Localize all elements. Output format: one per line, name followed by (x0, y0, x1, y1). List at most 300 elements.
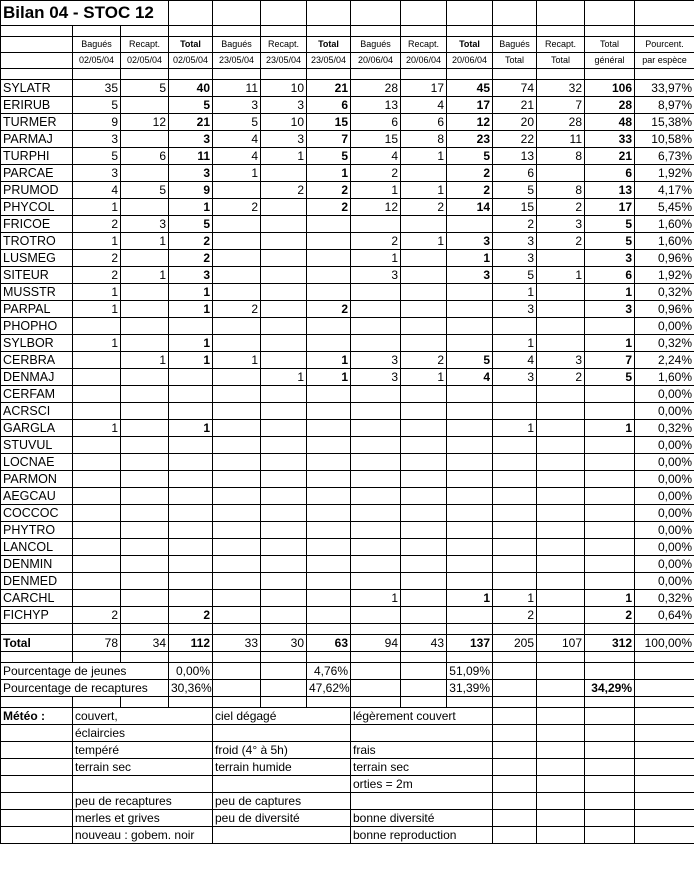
species-value[interactable] (73, 488, 121, 505)
species-value[interactable] (121, 165, 169, 182)
empty-cell[interactable] (635, 624, 694, 635)
empty-cell[interactable] (1, 827, 73, 844)
species-code[interactable]: MUSSTR (1, 284, 73, 301)
species-code[interactable]: PHYCOL (1, 199, 73, 216)
species-value[interactable] (121, 539, 169, 556)
empty-cell[interactable] (73, 652, 121, 663)
empty-cell[interactable] (493, 680, 537, 697)
species-value[interactable] (401, 488, 447, 505)
species-value[interactable] (537, 335, 585, 352)
species-value[interactable]: 0,00% (635, 556, 694, 573)
species-value[interactable]: 0,32% (635, 590, 694, 607)
species-code[interactable]: DENMIN (1, 556, 73, 573)
species-value[interactable]: 20 (493, 114, 537, 131)
species-value[interactable] (121, 590, 169, 607)
species-value[interactable]: 1 (493, 284, 537, 301)
species-code[interactable]: SYLATR (1, 80, 73, 97)
column-header[interactable]: Bagués (213, 37, 261, 53)
species-value[interactable] (537, 386, 585, 403)
species-value[interactable]: 13 (493, 148, 537, 165)
empty-cell[interactable] (307, 1, 351, 26)
empty-cell[interactable] (1, 776, 73, 793)
species-value[interactable] (261, 165, 307, 182)
species-value[interactable] (351, 539, 401, 556)
species-value[interactable]: 0,96% (635, 301, 694, 318)
species-value[interactable]: 21 (585, 148, 635, 165)
species-value[interactable] (121, 199, 169, 216)
species-value[interactable]: 1 (213, 165, 261, 182)
species-value[interactable]: 0,00% (635, 386, 694, 403)
species-value[interactable]: 3 (121, 216, 169, 233)
species-value[interactable]: 48 (585, 114, 635, 131)
species-value[interactable] (493, 471, 537, 488)
empty-cell[interactable] (351, 680, 401, 697)
species-value[interactable]: 0,00% (635, 522, 694, 539)
species-value[interactable]: 1 (73, 420, 121, 437)
species-value[interactable] (307, 420, 351, 437)
species-value[interactable]: 28 (585, 97, 635, 114)
species-value[interactable] (73, 454, 121, 471)
empty-cell[interactable] (635, 69, 694, 80)
species-value[interactable]: 17 (447, 97, 493, 114)
species-value[interactable] (307, 590, 351, 607)
species-code[interactable]: PARPAL (1, 301, 73, 318)
species-value[interactable] (537, 471, 585, 488)
species-value[interactable] (585, 471, 635, 488)
species-value[interactable]: 23 (447, 131, 493, 148)
species-value[interactable]: 2 (401, 352, 447, 369)
species-value[interactable]: 7 (537, 97, 585, 114)
species-value[interactable]: 9 (169, 182, 213, 199)
species-value[interactable] (307, 284, 351, 301)
species-value[interactable]: 1 (73, 301, 121, 318)
species-value[interactable] (213, 471, 261, 488)
species-code[interactable]: GARGLA (1, 420, 73, 437)
species-value[interactable]: 21 (169, 114, 213, 131)
empty-cell[interactable] (213, 652, 261, 663)
empty-cell[interactable] (537, 69, 585, 80)
empty-cell[interactable] (493, 697, 537, 708)
column-header[interactable] (1, 37, 73, 53)
species-value[interactable]: 28 (537, 114, 585, 131)
species-value[interactable] (73, 471, 121, 488)
species-value[interactable] (585, 437, 635, 454)
pct-recap-label[interactable]: Pourcentage de recaptures (1, 680, 169, 697)
sheet-title[interactable]: Bilan 04 - STOC 12 (1, 1, 169, 26)
species-value[interactable] (121, 369, 169, 386)
empty-cell[interactable] (213, 26, 261, 37)
empty-cell[interactable] (213, 69, 261, 80)
column-header[interactable]: Total (537, 53, 585, 69)
meteo-note[interactable] (213, 827, 351, 844)
empty-cell[interactable] (635, 26, 694, 37)
species-value[interactable]: 4 (213, 148, 261, 165)
species-value[interactable]: 3 (261, 97, 307, 114)
empty-cell[interactable] (121, 652, 169, 663)
species-value[interactable] (351, 335, 401, 352)
empty-cell[interactable] (585, 652, 635, 663)
species-value[interactable] (447, 471, 493, 488)
species-value[interactable]: 2 (493, 607, 537, 624)
species-value[interactable]: 0,64% (635, 607, 694, 624)
empty-cell[interactable] (401, 680, 447, 697)
species-value[interactable] (351, 420, 401, 437)
species-value[interactable] (213, 318, 261, 335)
empty-cell[interactable] (635, 810, 694, 827)
empty-cell[interactable] (401, 652, 447, 663)
species-value[interactable]: 0,00% (635, 454, 694, 471)
species-value[interactable] (537, 522, 585, 539)
species-value[interactable] (307, 539, 351, 556)
species-value[interactable] (401, 471, 447, 488)
species-value[interactable] (447, 522, 493, 539)
empty-cell[interactable] (585, 26, 635, 37)
species-code[interactable]: LANCOL (1, 539, 73, 556)
species-value[interactable] (213, 539, 261, 556)
empty-cell[interactable] (401, 69, 447, 80)
pct-value[interactable]: 34,29% (585, 680, 635, 697)
species-value[interactable] (261, 505, 307, 522)
empty-cell[interactable] (585, 69, 635, 80)
species-value[interactable] (537, 318, 585, 335)
pct-jeunes-label[interactable]: Pourcentage de jeunes (1, 663, 169, 680)
pct-value[interactable]: 0,00% (169, 663, 213, 680)
meteo-note[interactable]: bonne diversité (351, 810, 493, 827)
species-value[interactable] (447, 539, 493, 556)
species-value[interactable] (401, 250, 447, 267)
empty-cell[interactable] (447, 69, 493, 80)
species-value[interactable]: 1 (401, 148, 447, 165)
species-value[interactable]: 4 (447, 369, 493, 386)
pct-value[interactable]: 30,36% (169, 680, 213, 697)
species-value[interactable] (261, 199, 307, 216)
species-value[interactable] (73, 505, 121, 522)
species-value[interactable]: 6 (307, 97, 351, 114)
meteo-note[interactable]: peu de diversité (213, 810, 351, 827)
species-value[interactable] (261, 420, 307, 437)
species-value[interactable] (73, 437, 121, 454)
species-value[interactable] (351, 318, 401, 335)
species-value[interactable]: 21 (493, 97, 537, 114)
species-value[interactable]: 3 (493, 233, 537, 250)
empty-cell[interactable] (585, 742, 635, 759)
empty-cell[interactable] (585, 708, 635, 725)
total-value[interactable]: 63 (307, 635, 351, 652)
species-value[interactable] (261, 386, 307, 403)
empty-cell[interactable] (537, 810, 585, 827)
species-value[interactable]: 3 (73, 165, 121, 182)
species-value[interactable]: 3 (493, 301, 537, 318)
species-value[interactable] (401, 607, 447, 624)
species-value[interactable]: 17 (401, 80, 447, 97)
species-value[interactable] (585, 522, 635, 539)
species-value[interactable]: 28 (351, 80, 401, 97)
species-value[interactable] (73, 352, 121, 369)
empty-cell[interactable] (351, 69, 401, 80)
species-value[interactable]: 5 (447, 352, 493, 369)
meteo-note[interactable]: terrain sec (73, 759, 213, 776)
empty-cell[interactable] (261, 680, 307, 697)
empty-cell[interactable] (351, 663, 401, 680)
species-value[interactable] (351, 454, 401, 471)
species-value[interactable]: 1 (121, 267, 169, 284)
empty-cell[interactable] (121, 26, 169, 37)
empty-cell[interactable] (493, 776, 537, 793)
empty-cell[interactable] (635, 1, 694, 26)
species-value[interactable]: 1 (121, 233, 169, 250)
empty-cell[interactable] (261, 1, 307, 26)
species-value[interactable] (261, 539, 307, 556)
species-value[interactable] (447, 505, 493, 522)
species-value[interactable] (537, 539, 585, 556)
empty-cell[interactable] (169, 1, 213, 26)
empty-cell[interactable] (585, 663, 635, 680)
species-value[interactable]: 0,32% (635, 284, 694, 301)
species-value[interactable] (261, 335, 307, 352)
species-value[interactable] (447, 556, 493, 573)
empty-cell[interactable] (585, 810, 635, 827)
column-header[interactable]: Recapt. (401, 37, 447, 53)
empty-cell[interactable] (537, 708, 585, 725)
species-value[interactable] (401, 403, 447, 420)
species-value[interactable] (493, 556, 537, 573)
species-value[interactable]: 2 (213, 199, 261, 216)
species-code[interactable]: LUSMEG (1, 250, 73, 267)
species-value[interactable]: 1 (447, 250, 493, 267)
empty-cell[interactable] (635, 680, 694, 697)
empty-cell[interactable] (213, 1, 261, 26)
species-value[interactable] (537, 420, 585, 437)
species-value[interactable] (537, 607, 585, 624)
species-value[interactable]: 1 (351, 182, 401, 199)
column-header[interactable]: 02/05/04 (169, 53, 213, 69)
species-value[interactable] (169, 505, 213, 522)
species-value[interactable] (401, 420, 447, 437)
pct-value[interactable]: 47,62% (307, 680, 351, 697)
species-code[interactable]: PARMAJ (1, 131, 73, 148)
species-value[interactable]: 10 (261, 114, 307, 131)
empty-cell[interactable] (537, 742, 585, 759)
species-value[interactable]: 5 (169, 97, 213, 114)
species-value[interactable] (493, 437, 537, 454)
species-value[interactable]: 6 (585, 165, 635, 182)
species-value[interactable]: 5 (121, 80, 169, 97)
species-value[interactable]: 1 (493, 335, 537, 352)
species-value[interactable] (121, 573, 169, 590)
species-value[interactable]: 3 (213, 97, 261, 114)
species-value[interactable]: 2 (73, 250, 121, 267)
total-value[interactable]: 137 (447, 635, 493, 652)
species-value[interactable] (213, 386, 261, 403)
species-value[interactable]: 3 (73, 131, 121, 148)
species-value[interactable] (261, 403, 307, 420)
species-value[interactable] (447, 437, 493, 454)
species-code[interactable]: TURPHI (1, 148, 73, 165)
empty-cell[interactable] (169, 652, 213, 663)
species-value[interactable]: 2 (213, 301, 261, 318)
empty-cell[interactable] (537, 776, 585, 793)
empty-cell[interactable] (1, 725, 73, 742)
column-header[interactable]: Bagués (73, 37, 121, 53)
species-value[interactable]: 1,92% (635, 267, 694, 284)
species-value[interactable] (351, 505, 401, 522)
empty-cell[interactable] (635, 793, 694, 810)
species-value[interactable]: 6,73% (635, 148, 694, 165)
species-value[interactable]: 1 (401, 369, 447, 386)
species-code[interactable]: STUVUL (1, 437, 73, 454)
empty-cell[interactable] (493, 1, 537, 26)
species-value[interactable] (401, 505, 447, 522)
empty-cell[interactable] (351, 697, 401, 708)
empty-cell[interactable] (493, 759, 537, 776)
species-value[interactable] (447, 488, 493, 505)
species-code[interactable]: PHYTRO (1, 522, 73, 539)
species-value[interactable] (447, 301, 493, 318)
species-value[interactable]: 2 (73, 216, 121, 233)
meteo-note[interactable]: froid (4° à 5h) (213, 742, 351, 759)
empty-cell[interactable] (585, 697, 635, 708)
species-value[interactable]: 1 (169, 335, 213, 352)
total-value[interactable]: 78 (73, 635, 121, 652)
column-header[interactable]: Pourcent. (635, 37, 694, 53)
species-value[interactable] (73, 369, 121, 386)
species-code[interactable]: PRUMOD (1, 182, 73, 199)
species-value[interactable]: 4 (351, 148, 401, 165)
species-value[interactable] (261, 318, 307, 335)
species-value[interactable]: 1 (213, 352, 261, 369)
column-header[interactable]: par espèce (635, 53, 694, 69)
total-value[interactable]: 107 (537, 635, 585, 652)
species-value[interactable] (585, 403, 635, 420)
species-value[interactable] (213, 590, 261, 607)
species-value[interactable] (307, 505, 351, 522)
species-value[interactable] (121, 607, 169, 624)
species-value[interactable]: 2 (169, 233, 213, 250)
species-value[interactable]: 2 (169, 250, 213, 267)
species-value[interactable]: 0,00% (635, 318, 694, 335)
species-value[interactable]: 3 (261, 131, 307, 148)
species-value[interactable] (213, 573, 261, 590)
empty-cell[interactable] (493, 810, 537, 827)
species-value[interactable]: 0,96% (635, 250, 694, 267)
empty-cell[interactable] (121, 69, 169, 80)
total-value[interactable]: 34 (121, 635, 169, 652)
species-value[interactable] (261, 488, 307, 505)
species-value[interactable]: 13 (585, 182, 635, 199)
species-code[interactable]: FICHYP (1, 607, 73, 624)
species-code[interactable]: CERFAM (1, 386, 73, 403)
meteo-note[interactable]: couvert, (73, 708, 213, 725)
species-value[interactable]: 1 (121, 352, 169, 369)
meteo-note[interactable] (213, 776, 351, 793)
species-value[interactable] (351, 437, 401, 454)
species-code[interactable]: PARCAE (1, 165, 73, 182)
species-value[interactable] (585, 454, 635, 471)
species-value[interactable]: 1 (169, 420, 213, 437)
species-value[interactable] (307, 267, 351, 284)
empty-cell[interactable] (73, 26, 121, 37)
species-value[interactable]: 8,97% (635, 97, 694, 114)
total-value[interactable]: 43 (401, 635, 447, 652)
species-value[interactable]: 3 (493, 369, 537, 386)
species-value[interactable] (401, 284, 447, 301)
species-value[interactable]: 2 (537, 369, 585, 386)
empty-cell[interactable] (447, 697, 493, 708)
species-code[interactable]: DENMAJ (1, 369, 73, 386)
species-value[interactable]: 6 (401, 114, 447, 131)
species-value[interactable] (585, 556, 635, 573)
meteo-note[interactable]: légèrement couvert (351, 708, 493, 725)
species-value[interactable] (351, 403, 401, 420)
species-value[interactable]: 1 (401, 182, 447, 199)
empty-cell[interactable] (537, 759, 585, 776)
species-value[interactable] (401, 454, 447, 471)
empty-cell[interactable] (401, 697, 447, 708)
species-value[interactable] (351, 607, 401, 624)
species-value[interactable]: 1 (585, 420, 635, 437)
species-value[interactable]: 2 (585, 607, 635, 624)
species-value[interactable] (121, 522, 169, 539)
species-value[interactable]: 8 (401, 131, 447, 148)
species-value[interactable] (401, 386, 447, 403)
empty-cell[interactable] (493, 26, 537, 37)
species-value[interactable] (261, 267, 307, 284)
species-value[interactable]: 9 (73, 114, 121, 131)
species-value[interactable]: 1 (585, 335, 635, 352)
species-value[interactable]: 4 (213, 131, 261, 148)
species-value[interactable]: 22 (493, 131, 537, 148)
empty-cell[interactable] (73, 697, 121, 708)
empty-cell[interactable] (401, 624, 447, 635)
empty-cell[interactable] (493, 793, 537, 810)
species-value[interactable] (121, 301, 169, 318)
species-value[interactable] (493, 386, 537, 403)
column-header[interactable]: 23/05/04 (213, 53, 261, 69)
species-value[interactable] (537, 301, 585, 318)
species-value[interactable] (261, 556, 307, 573)
column-header[interactable]: Recapt. (537, 37, 585, 53)
species-value[interactable]: 2,24% (635, 352, 694, 369)
empty-cell[interactable] (261, 26, 307, 37)
species-value[interactable] (73, 590, 121, 607)
empty-cell[interactable] (635, 652, 694, 663)
species-value[interactable] (537, 437, 585, 454)
species-value[interactable]: 0,00% (635, 471, 694, 488)
empty-cell[interactable] (1, 759, 73, 776)
species-value[interactable]: 1 (493, 420, 537, 437)
species-value[interactable] (213, 488, 261, 505)
species-code[interactable]: CERBRA (1, 352, 73, 369)
species-value[interactable] (261, 522, 307, 539)
species-value[interactable]: 1 (537, 267, 585, 284)
species-value[interactable] (261, 607, 307, 624)
species-value[interactable] (401, 556, 447, 573)
species-value[interactable] (351, 488, 401, 505)
species-value[interactable] (401, 590, 447, 607)
species-value[interactable] (307, 522, 351, 539)
species-value[interactable]: 8 (537, 148, 585, 165)
empty-cell[interactable] (307, 69, 351, 80)
species-value[interactable]: 4,17% (635, 182, 694, 199)
species-value[interactable] (447, 335, 493, 352)
empty-cell[interactable] (493, 663, 537, 680)
empty-cell[interactable] (121, 697, 169, 708)
species-value[interactable]: 6 (493, 165, 537, 182)
meteo-note[interactable]: nouveau : gobem. noir (73, 827, 213, 844)
species-value[interactable]: 3 (447, 233, 493, 250)
empty-cell[interactable] (1, 69, 73, 80)
species-value[interactable]: 15 (307, 114, 351, 131)
